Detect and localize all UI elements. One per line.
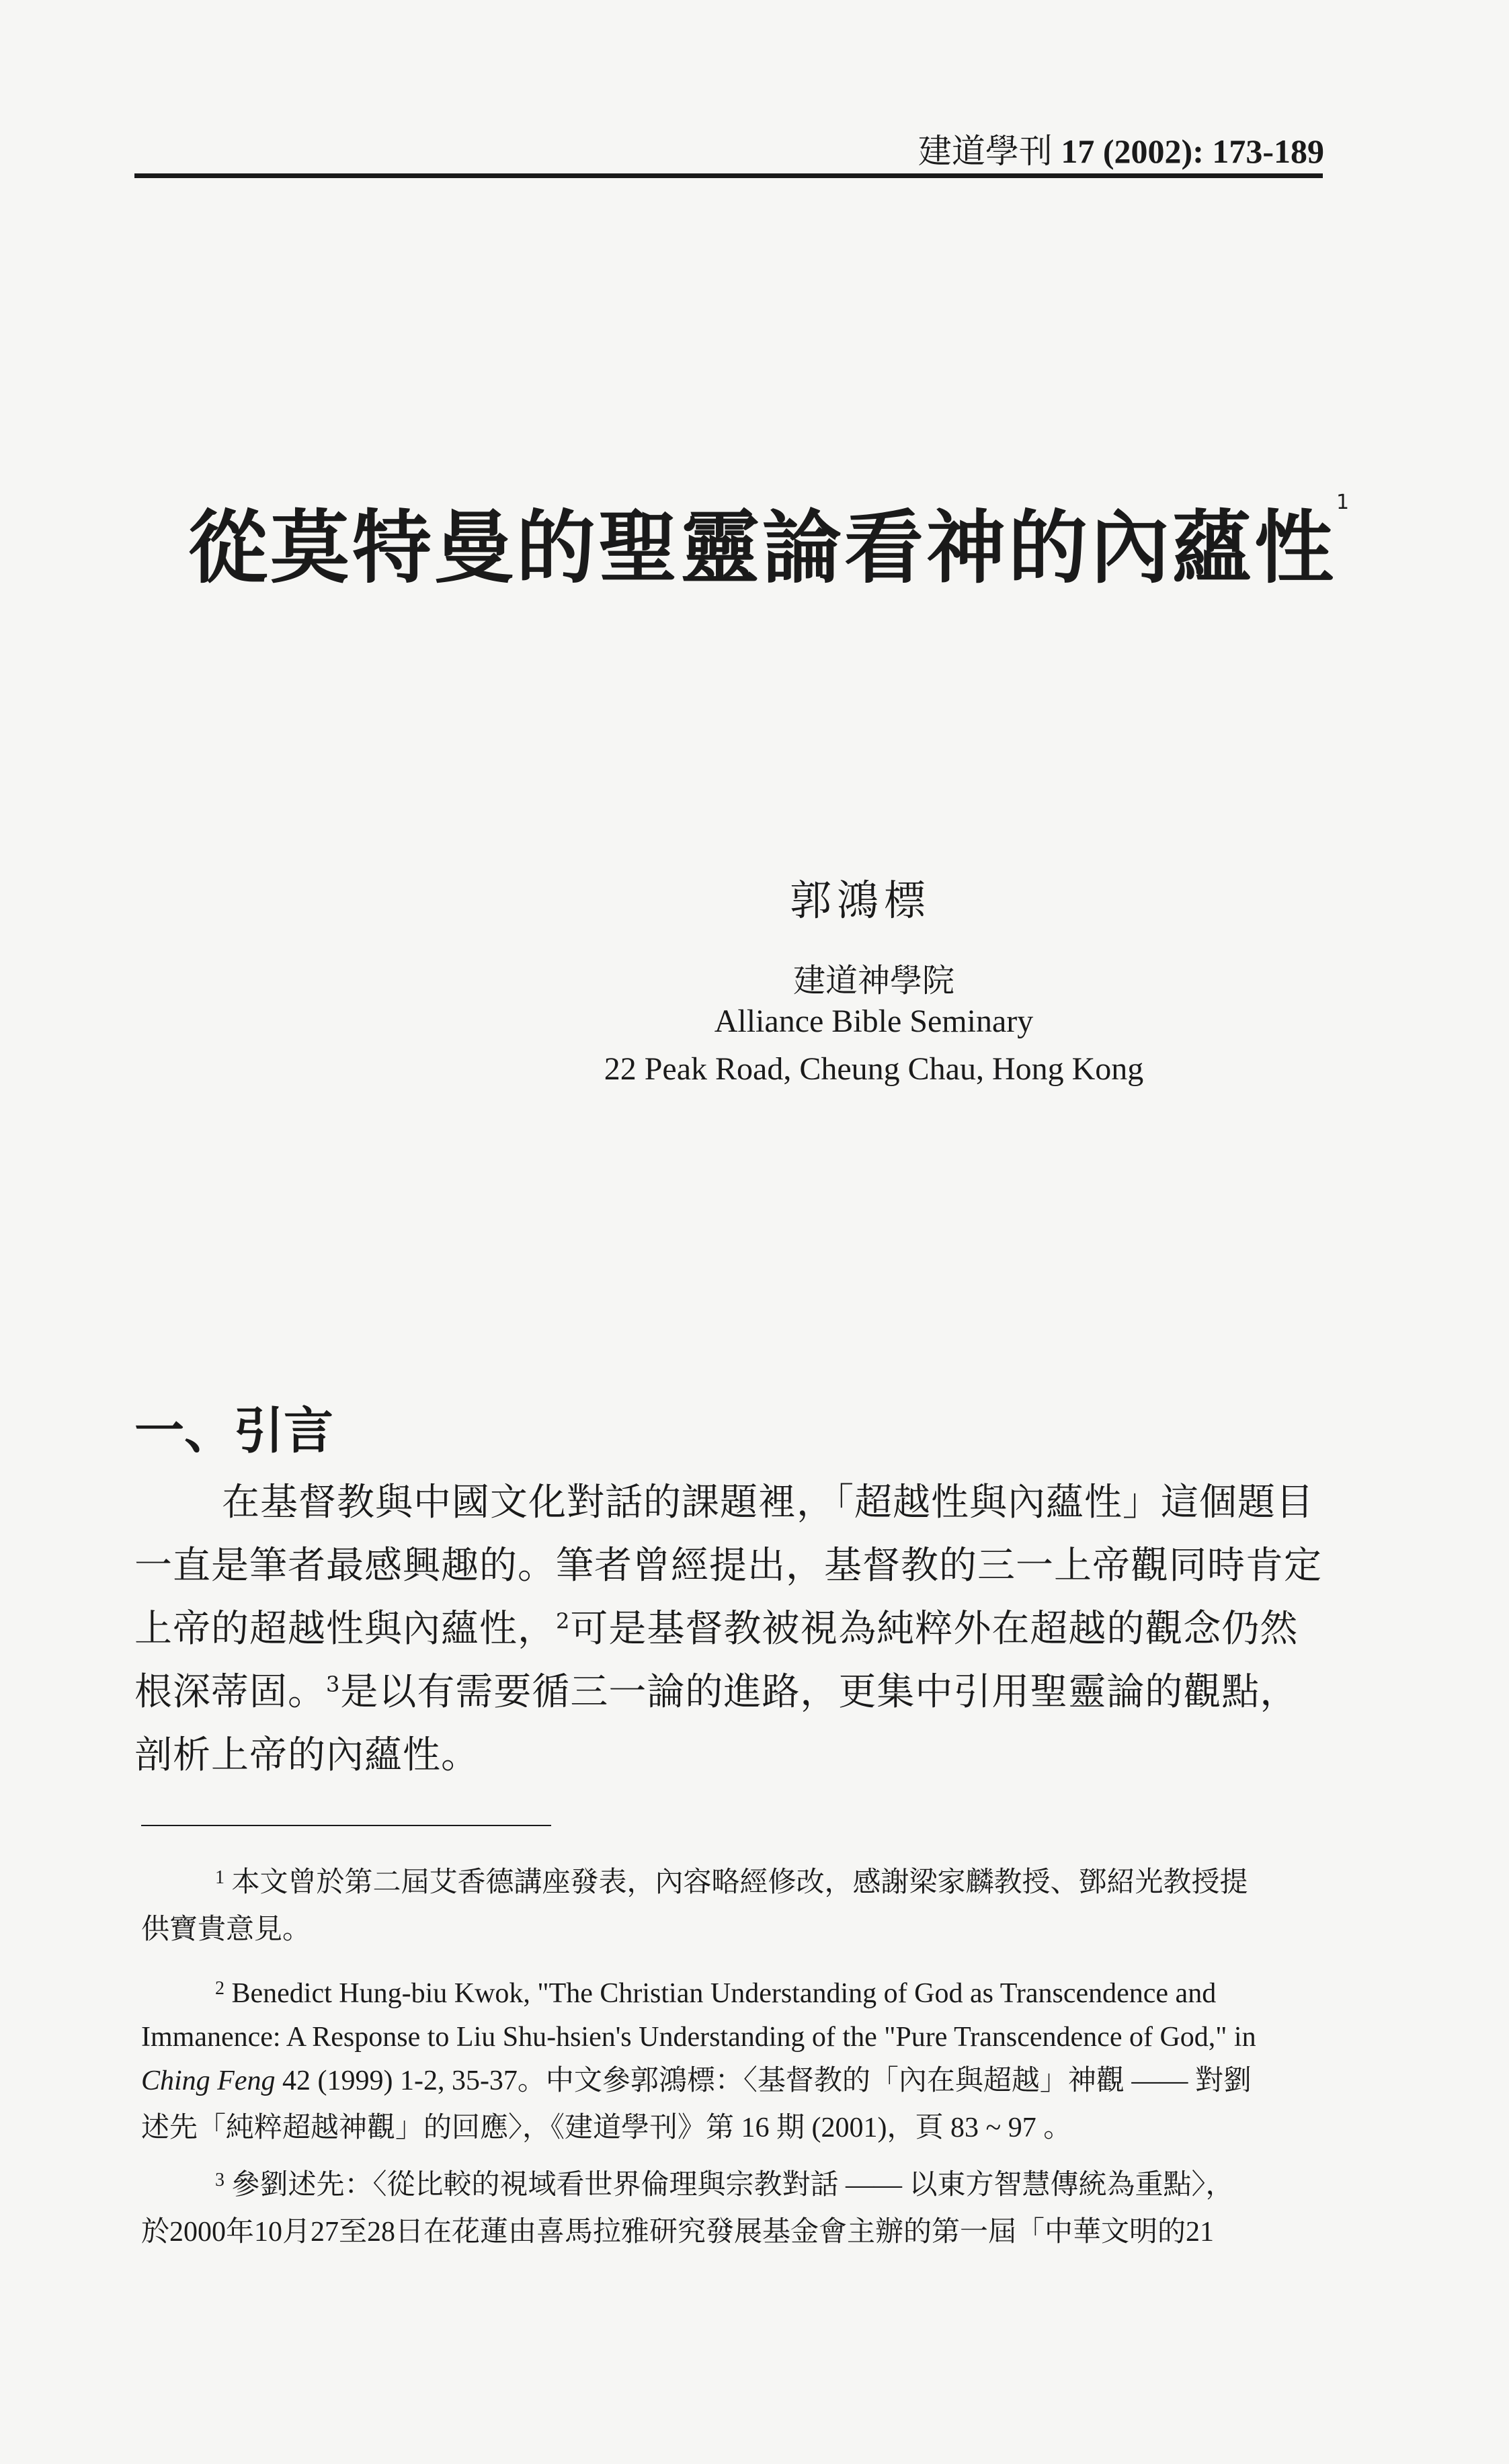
footnote-ref-2[interactable]: 2 [556, 1608, 571, 1634]
footnote-line: 供寶貴意見。 [141, 1914, 311, 1945]
footnote-rule [141, 1825, 551, 1826]
footnote-text: 42 (1999) 1-2, 35-37。中文參郭鴻標：〈基督教的「內在與超越」神觀 —— 對劉 [275, 2065, 1252, 2096]
paragraph-text: 是以有需要循三一論的進路，更集中引用聖靈論的觀點， [340, 1670, 1299, 1714]
journal-citation: 17 (2002): 173-189 [1061, 132, 1324, 170]
footnote-1-mark: 1 [215, 1867, 225, 1888]
author-name: 郭鴻標 [789, 876, 931, 925]
section-heading: 一、引言 [134, 1402, 333, 1460]
affiliation-en: Alliance Bible Seminary [714, 1003, 1034, 1039]
footnote-text: Benedict Hung-biu Kwok, "The Christian Understanding of God as Transcendence and [231, 1978, 1217, 2009]
footnote-2-mark: 2 [215, 1978, 225, 1999]
paragraph-line [134, 1607, 1324, 1651]
journal-title: 建道學刊 [917, 132, 1053, 171]
journal-name-italic: Ching Feng [141, 2065, 276, 2096]
footnote-3 [215, 2171, 1324, 2199]
title-footnote-mark[interactable]: 1 [1336, 491, 1352, 514]
paragraph-line: 剖析上帝的內蘊性。 [134, 1733, 479, 1777]
footnote-2 [215, 1979, 1324, 2008]
author-address: 22 Peak Road, Cheung Chau, Hong Kong [604, 1051, 1144, 1087]
footnote-text: 參劉述先：〈從比較的視域看世界倫理與宗教對話 —— 以東方智慧傳統為重點〉， [231, 2170, 1234, 2201]
paragraph-line [134, 1670, 1324, 1714]
footnote-3-mark: 3 [215, 2170, 225, 2190]
footnote-line: 述先「純粹超越神觀」的回應〉，《建道學刊》第 16 期 (2001)，頁 83 ~ 97 。 [141, 2112, 1072, 2143]
paragraph-line: 一直是筆者最感興趣的。筆者曾經提出，基督教的三一上帝觀同時肯定 [134, 1544, 1322, 1588]
footnote-line: 於2000年10月27至28日在花蓮由喜馬拉雅研究發展基金會主辦的第一屆「中華文明的21 [141, 2217, 1215, 2248]
running-header [141, 124, 1324, 173]
paragraph-line: 在基督教與中國文化對話的課題裡，「超越性與內蘊性」這個題目 [222, 1481, 1314, 1524]
paragraph-text: 根深蒂固。 [134, 1670, 326, 1714]
footnote-line [141, 2067, 1324, 2095]
header-rule [134, 173, 1323, 178]
footnote-line: Immanence: A Response to Liu Shu-hsien's Understanding of the "Pure Transcendence of God," in [141, 2022, 1256, 2053]
footnote-1 [215, 1868, 1324, 1897]
footnote-ref-3[interactable]: 3 [326, 1672, 341, 1697]
affiliation-zh: 建道神學院 [792, 963, 954, 999]
article-title-text: 從莫特曼的聖靈論看神的內蘊性 [188, 501, 1337, 594]
paragraph-text: 上帝的超越性與內蘊性， [134, 1607, 556, 1651]
footnote-text: 本文曾於第二屆艾香德講座發表，內容略經修改，感謝梁家麟教授、鄧紹光教授提 [231, 1867, 1248, 1898]
paragraph-text: 可是基督教被視為純粹外在超越的觀念仍然 [570, 1607, 1299, 1651]
article-title [188, 484, 1352, 598]
